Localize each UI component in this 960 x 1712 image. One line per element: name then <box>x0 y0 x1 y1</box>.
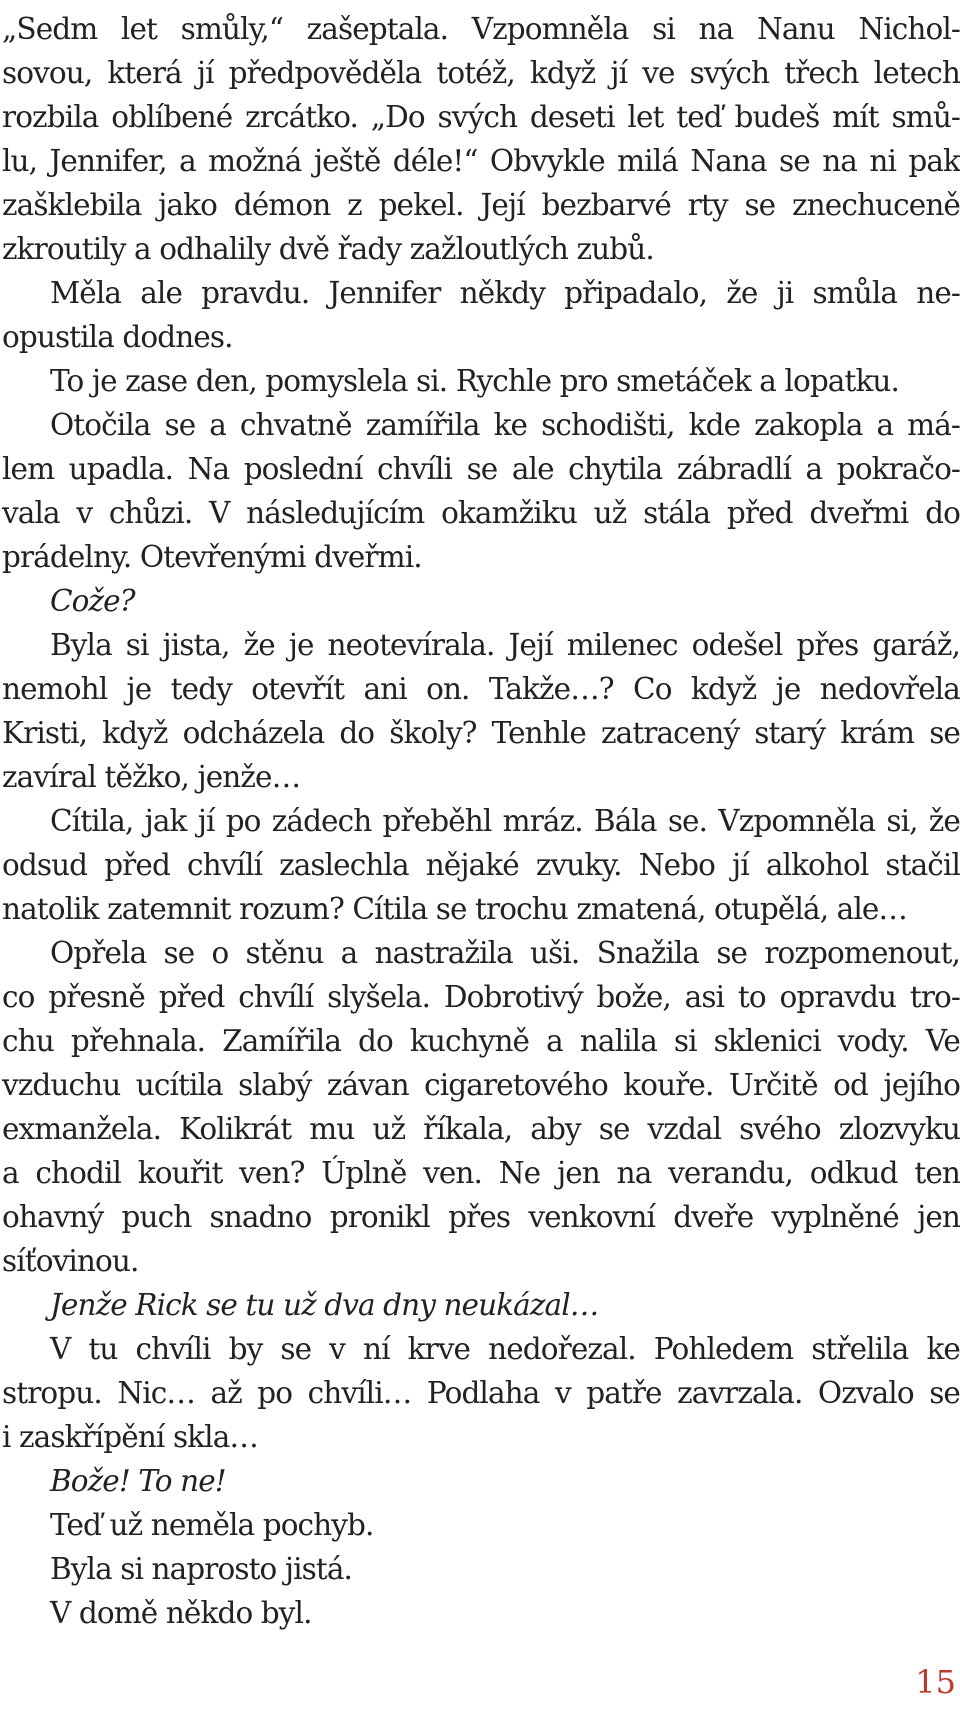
text-line: odsud před chvílí zaslechla nějaké zvuky. Nebo jí alkohol stačil <box>2 848 960 882</box>
text-line: síťovinou. <box>2 1244 139 1278</box>
text-line: lu, Jennifer, a možná ještě déle!“ Obvykle milá Nana se na ni pak <box>2 144 960 178</box>
text-line: Otočila se a chvatně zamířila ke schodišti, kde zakopla a má- <box>50 408 960 442</box>
text-line: i zaskřípění skla… <box>2 1420 258 1454</box>
text-line: sovou, která jí předpověděla totéž, když jí ve svých třech letech <box>2 56 960 90</box>
text-line: „Sedm let smůly,“ zašeptala. Vzpomněla si na Nanu Nichol- <box>2 12 960 46</box>
text-line: prádelny. Otevřenými dveřmi. <box>2 540 422 574</box>
text-line: nemohl je tedy otevřít ani on. Takže…? Co když je nedovřela <box>2 672 960 706</box>
text-line: Byla si jista, že je neotevírala. Její milenec odešel přes garáž, <box>50 628 960 662</box>
text-line: Byla si naprosto jistá. <box>50 1552 352 1586</box>
text-line: To je zase den, pomyslela si. Rychle pro smetáček a lopatku. <box>50 364 900 398</box>
text-line: Teď už neměla pochyb. <box>50 1508 374 1542</box>
text-line: a chodil kouřit ven? Úplně ven. Ne jen na verandu, odkud ten <box>2 1156 960 1190</box>
text-line: natolik zatemnit rozum? Cítila se trochu zmatená, otupělá, ale… <box>2 892 908 926</box>
text-line: V tu chvíli by se v ní krve nedořezal. Pohledem střelila ke <box>50 1332 960 1366</box>
text-line: Cítila, jak jí po zádech přeběhl mráz. Bála se. Vzpomněla si, že <box>50 804 960 838</box>
text-line: Kristi, když odcházela do školy? Tenhle zatracený starý krám se <box>2 716 960 750</box>
text-line: Bože! To ne! <box>50 1464 226 1498</box>
text-line: rozbila oblíbené zrcátko. „Do svých deseti let teď budeš mít smů- <box>2 100 960 134</box>
text-line: vala v chůzi. V následujícím okamžiku už stála před dveřmi do <box>2 496 960 530</box>
page-number: 15 <box>915 1663 956 1701</box>
text-line: zašklebila jako démon z pekel. Její bezbarvé rty se znechuceně <box>2 188 960 222</box>
text-line: Měla ale pravdu. Jennifer někdy připadalo, že ji smůla ne- <box>50 276 960 310</box>
text-line: lem upadla. Na poslední chvíli se ale chytila zábradlí a pokračo- <box>2 452 960 486</box>
text-line: vzduchu ucítila slabý závan cigaretového kouře. Určitě od jejího <box>2 1068 960 1102</box>
text-line: ohavný puch snadno pronikl přes venkovní dveře vyplněné jen <box>2 1200 960 1234</box>
text-line: Cože? <box>50 584 135 618</box>
text-line: Opřela se o stěnu a nastražila uši. Snažila se rozpomenout, <box>50 936 960 970</box>
text-line: stropu. Nic… až po chvíli… Podlaha v patře zavrzala. Ozvalo se <box>2 1376 960 1410</box>
text-line: co přesně před chvílí slyšela. Dobrotivý bože, asi to opravdu tro- <box>2 980 960 1014</box>
text-line: Jenže Rick se tu už dva dny neukázal… <box>50 1288 599 1322</box>
text-line: zkroutily a odhalily dvě řady zažloutlých zubů. <box>2 232 654 266</box>
text-line: exmanžela. Kolikrát mu už říkala, aby se vzdal svého zlozvyku <box>2 1112 960 1146</box>
text-block <box>2 7 960 1635</box>
text-line: chu přehnala. Zamířila do kuchyně a nalila si sklenici vody. Ve <box>2 1024 960 1058</box>
text-line: opustila dodnes. <box>2 320 233 354</box>
text-line: V domě někdo byl. <box>50 1596 312 1630</box>
text-line: zavíral těžko, jenže… <box>2 760 301 794</box>
